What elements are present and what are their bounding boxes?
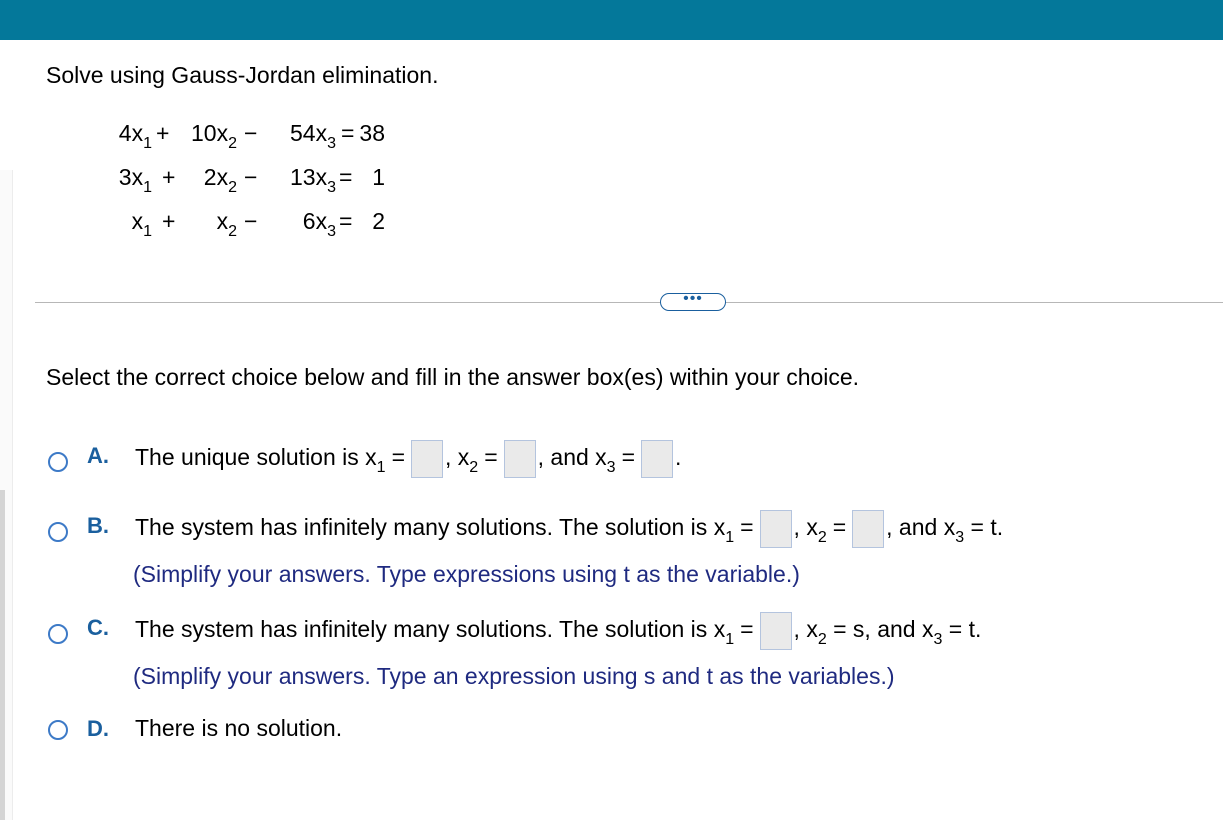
operator: + [162,208,176,234]
answer-box-a-x1[interactable] [411,440,443,478]
choice-letter-b: B. [87,513,109,538]
operator: − [244,208,258,234]
choice-letter-c: C. [87,615,109,640]
choice-b-text: The system has infinitely many solutions. The solution is [135,514,708,541]
operator: − [244,164,258,190]
radio-choice-c[interactable] [48,624,68,644]
answer-box-b-x1[interactable] [760,510,792,548]
rhs-value: 2 [372,208,385,234]
answer-box-a-x3[interactable] [641,440,673,478]
answer-box-c-x1[interactable] [760,612,792,650]
term-x1: $3x_1$ [118,164,152,196]
answer-box-b-x2[interactable] [852,510,884,548]
operator: + [162,164,176,190]
choice-c-hint: (Simplify your answers. Type an expression using s and t as the variables.) [133,663,895,689]
radio-choice-b[interactable] [48,522,68,542]
term-x2: $x_2$ [216,208,237,240]
choice-c-line: The system has infinitely many solutions. The solution is $x_1$ = , $x_2 = s$, and $x_3 = t$. [135,612,981,650]
choice-letter-d: D. [87,716,109,741]
term-x1: $x_1$ [131,208,152,240]
operator: + [156,120,170,146]
term-x2: $2x_2$ [203,164,237,196]
equals-sign: = [341,120,355,146]
choice-a-line: The unique solution is $x_1$ = , $x_2$ = , and $x_3$ = . [135,440,681,478]
choice-letter-a: A. [87,443,109,468]
radio-choice-a[interactable] [48,452,68,472]
top-banner [0,0,1223,40]
equals-sign: = [339,208,353,234]
answer-box-a-x2[interactable] [504,440,536,478]
choice-c-text: The system has infinitely many solutions. The solution is [135,616,708,643]
term-x1: $4x_1$ [118,120,152,152]
equals-sign: = [339,164,353,190]
rhs-value: 38 [359,120,385,146]
term-x3: $6x_3$ [302,208,336,240]
left-scrollbar-thumb[interactable] [0,490,5,820]
operator: − [244,120,258,146]
equation-row-1 [0,120,420,152]
term-x2: $10x_2$ [191,120,237,152]
expand-button[interactable]: ••• [660,293,726,311]
section-divider [35,302,1223,303]
term-x3: $54x_3$ [290,120,336,152]
equation-row-2 [0,164,420,196]
choice-b-line: The system has infinitely many solutions. The solution is $x_1$ = , $x_2$ = , and $x_3 = t$. [135,510,1003,548]
radio-choice-d[interactable] [48,720,68,740]
equation-row-3 [0,208,420,240]
choice-b-hint: (Simplify your answers. Type expressions using t as the variable.) [133,561,800,587]
choice-d-text: There is no solution. [135,715,343,741]
term-x3: $13x_3$ [290,164,336,196]
instruction-text: Select the correct choice below and fill in the answer box(es) within your choice. [46,364,860,390]
choice-a-text: The unique solution is [135,444,359,471]
question-title: Solve using Gauss-Jordan elimination. [46,62,439,88]
rhs-value: 1 [372,164,385,190]
